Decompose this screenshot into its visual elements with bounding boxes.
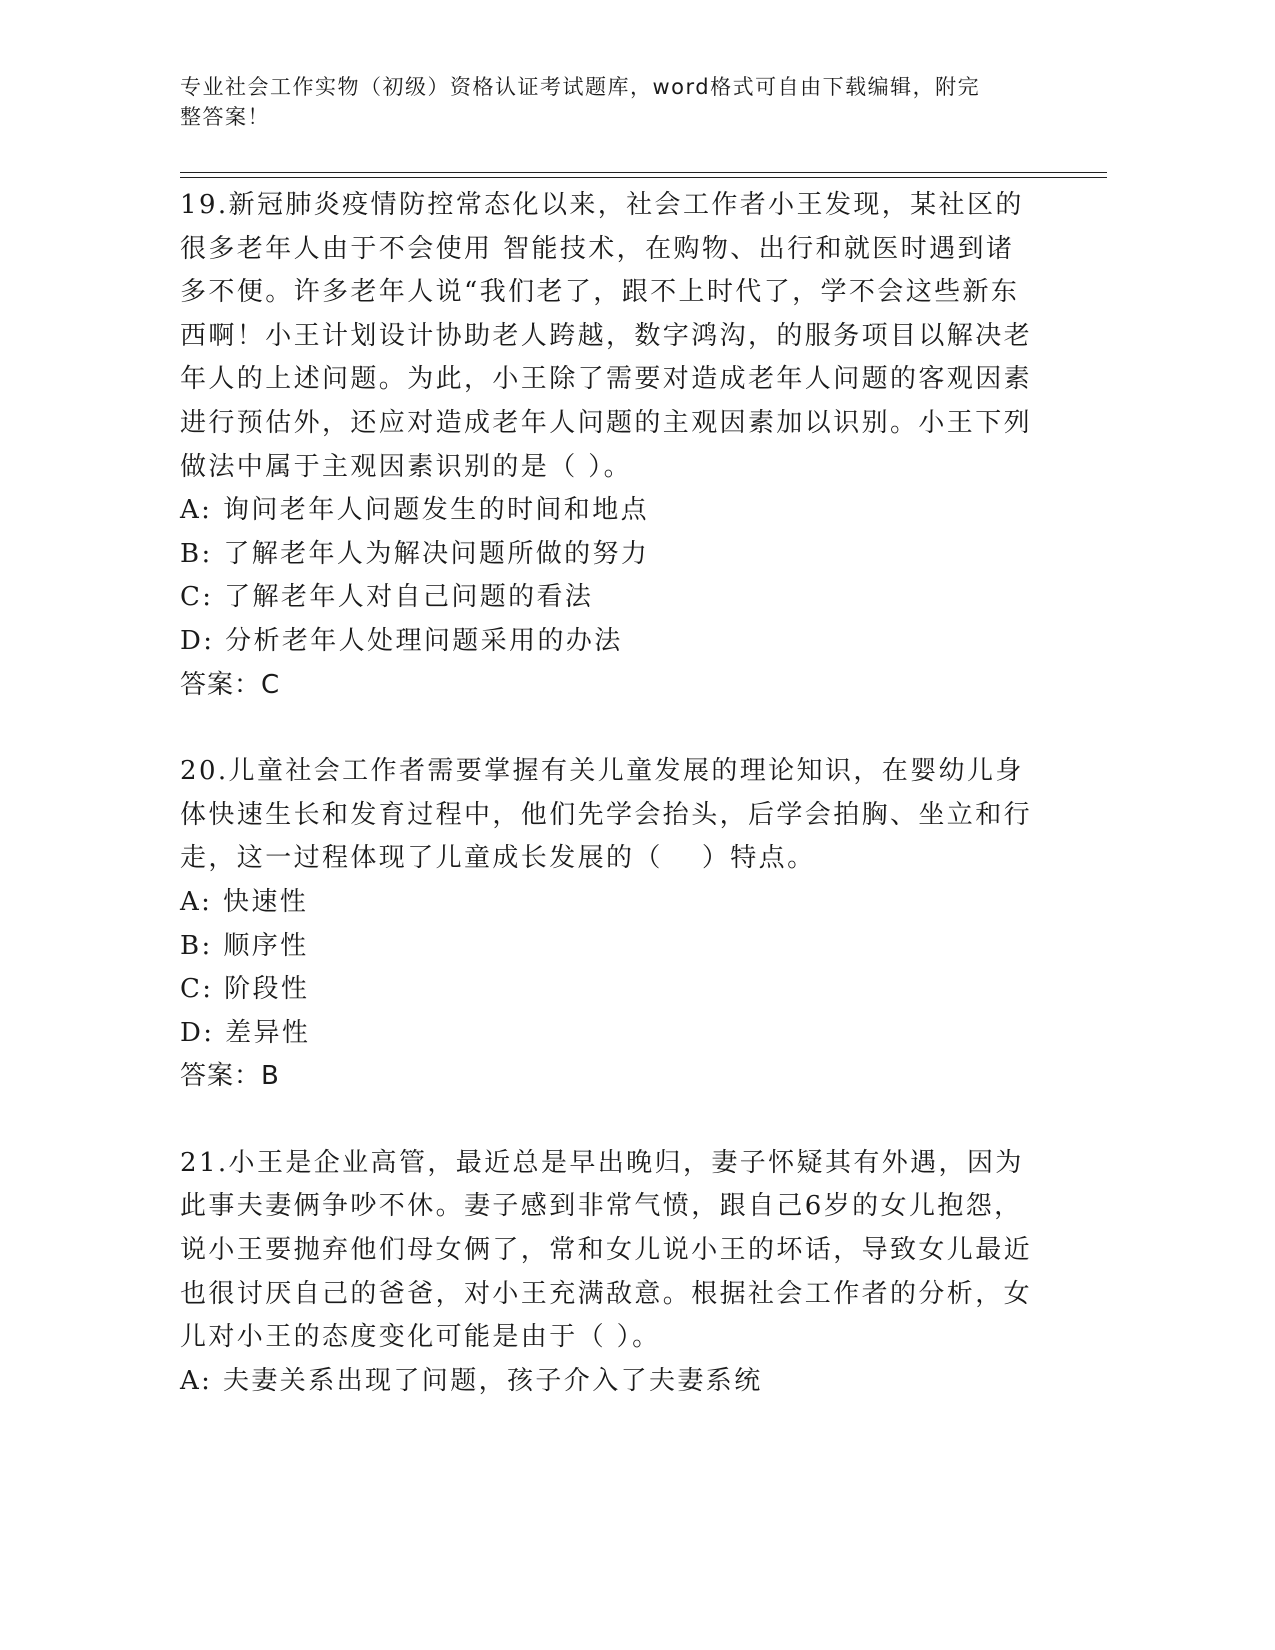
header-divider-top xyxy=(180,172,1107,173)
option-d: D: 分析老年人处理问题采用的办法 xyxy=(180,625,623,656)
document-body xyxy=(180,184,1040,1446)
option-b: B: 了解老年人为解决问题所做的努力 xyxy=(180,538,650,569)
question-text: 19.新冠肺炎疫情防控常态化以来，社会工作者小王发现，某社区的很多老年人由于不会使用 智能技术，在购物、出行和就医时遇到诸多不便。许多老年人说“我们老了，跟不上时代了，学不会这些新东西啊！小王计划设计协助老人跨越，数字鸿沟，的服务项目以解决老年人的上述问题。为此，小王除了需要对造成老年人问题的客观因素进行预估外，还应对造成老年人问题的主观因素加以识别。小王下列做法中属于主观因素识别的是（ ）。 xyxy=(180,190,1033,482)
question-text: 20.儿童社会工作者需要掌握有关儿童发展的理论知识，在婴幼儿身体快速生长和发育过程中，他们先学会抬头，后学会拍胸、坐立和行走，这一过程体现了儿童成长发展的（ ）特点。 xyxy=(180,756,1033,874)
answer-line: 答案：C xyxy=(180,669,281,700)
question-21 xyxy=(180,1142,1040,1404)
option-c: C: 阶段性 xyxy=(180,974,310,1005)
option-a: A: 询问老年人问题发生的时间和地点 xyxy=(180,495,650,526)
option-a: A: 夫妻关系出现了问题，孩子介入了夫妻系统 xyxy=(180,1365,763,1396)
document-header xyxy=(180,72,1030,132)
answer-line: 答案：B xyxy=(180,1061,280,1092)
question-20 xyxy=(180,750,1040,1099)
header-line-2: 整答案！ xyxy=(180,105,270,129)
option-a: A: 快速性 xyxy=(180,886,309,917)
question-text: 21.小王是企业高管，最近总是早出晚归，妻子怀疑其有外遇，因为此事夫妻俩争吵不休。妻子感到非常气愤，跟自己6岁的女儿抱怨，说小王要抛弃他们母女俩了，常和女儿说小王的坏话，导致女儿最近也很讨厌自己的爸爸，对小王充满敌意。根据社会工作者的分析，女儿对小王的态度变化可能是由于（ ）。 xyxy=(180,1147,1033,1353)
question-19 xyxy=(180,184,1040,707)
option-c: C: 了解老年人对自己问题的看法 xyxy=(180,582,594,613)
option-b: B: 顺序性 xyxy=(180,930,309,961)
header-line-1: 专业社会工作实物（初级）资格认证考试题库，word格式可自由下载编辑，附完 xyxy=(180,75,981,99)
header-divider-bottom xyxy=(180,177,1107,178)
option-d: D: 差异性 xyxy=(180,1017,311,1048)
